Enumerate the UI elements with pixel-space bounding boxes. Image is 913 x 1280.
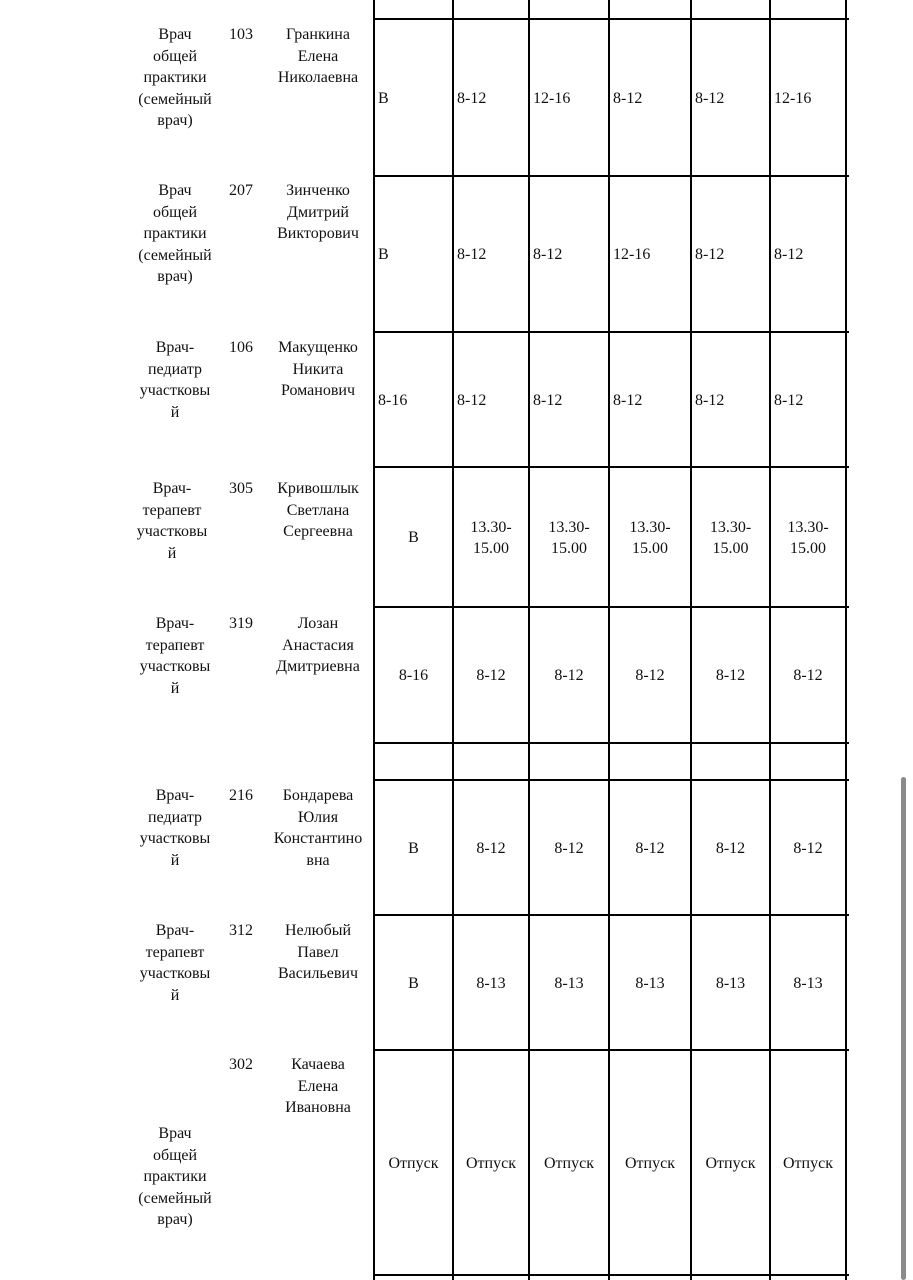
schedule-cell: 8-13 [793, 974, 823, 992]
schedule-cell: 8-12 [635, 839, 665, 857]
schedule-cell: 8-12 [695, 391, 725, 409]
schedule-cell: 13.30- 15.00 [548, 518, 590, 557]
doctor-specialty: Врач- педиатр участковы й [139, 787, 211, 869]
schedule-cell: Отпуск [544, 1154, 594, 1172]
schedule-cell: 8-12 [695, 246, 725, 264]
schedule-cell: 8-12 [533, 246, 563, 264]
schedule-cell: 8-12 [715, 667, 746, 685]
schedule-cell: 12-16 [613, 246, 651, 264]
doctor-specialty: Врач- педиатр участковы й [139, 339, 211, 421]
doctor-name: Лозан Анастасия Дмитриевна [276, 615, 360, 675]
schedule-cell: 8-12 [457, 246, 487, 264]
doctor-specialty: Врач- терапевт участковы й [139, 922, 211, 1004]
room-number: 216 [229, 787, 253, 804]
room-number: 305 [229, 480, 253, 497]
doctor-name: Бондарева Юлия Константино вна [273, 787, 363, 869]
schedule-cell: Отпуск [625, 1154, 675, 1172]
schedule-cell: 8-12 [774, 391, 804, 409]
schedule-cell: 8-12 [793, 667, 823, 685]
room-number: 312 [229, 922, 253, 939]
room-number: 319 [229, 615, 253, 632]
schedule-cell: В [378, 246, 389, 264]
room-number: 103 [229, 26, 253, 43]
doctor-specialty: Врач- терапевт участковы й [136, 480, 208, 562]
schedule-cell: 8-12 [695, 89, 725, 107]
schedule-cell: Отпуск [388, 1154, 439, 1172]
schedule-cell: В [408, 974, 419, 992]
schedule-cell: 8-16 [378, 391, 408, 409]
doctor-specialty: Врач общей практики (семейный врач) [138, 26, 212, 129]
grid-row-line [373, 606, 849, 608]
vertical-scrollbar[interactable] [901, 777, 906, 1280]
schedule-cell: 8-16 [398, 667, 429, 685]
doctor-specialty: Врач- терапевт участковы й [139, 615, 211, 697]
schedule-cell: В [378, 89, 389, 107]
schedule-cell: 8-12 [533, 391, 563, 409]
grid-row-line [373, 914, 849, 916]
grid-column-line [373, 0, 375, 1280]
schedule-grid [373, 0, 849, 1280]
grid-column-line [845, 0, 847, 1280]
schedule-cell: 8-12 [635, 667, 665, 685]
schedule-cell: 13.30- 15.00 [629, 518, 671, 557]
grid-row-line [373, 18, 849, 20]
grid-row-line [373, 779, 849, 781]
schedule-cell: 12-16 [533, 89, 571, 107]
schedule-cell: 8-12 [613, 89, 643, 107]
grid-row-line [373, 1274, 849, 1276]
schedule-cell: 8-13 [715, 974, 746, 992]
doctor-name: Нелюбый Павел Васильевич [278, 922, 358, 982]
schedule-cell: 12-16 [774, 89, 812, 107]
doctor-name: Макущенко Никита Романович [278, 339, 358, 399]
schedule-cell: 13.30- 15.00 [709, 518, 752, 557]
grid-row-line [373, 331, 849, 333]
schedule-cell: 8-12 [457, 89, 487, 107]
schedule-cell: 8-12 [613, 391, 643, 409]
doctor-specialty: Врач общей практики (семейный врач) [138, 1125, 212, 1228]
doctor-name: Качаева Елена Ивановна [285, 1056, 351, 1116]
grid-column-line [608, 0, 610, 1280]
grid-column-line [690, 0, 692, 1280]
schedule-cell: Отпуск [783, 1154, 833, 1172]
schedule-cell: 8-12 [476, 839, 506, 857]
schedule-cell: 8-13 [476, 974, 506, 992]
schedule-cell: В [408, 839, 419, 857]
schedule-cell: Отпуск [705, 1154, 756, 1172]
grid-row-line [373, 175, 849, 177]
grid-column-line [452, 0, 454, 1280]
room-number: 302 [229, 1056, 253, 1073]
schedule-cell: 13.30- 15.00 [470, 518, 512, 557]
doctor-name: Кривошлык Светлана Сергеевна [277, 480, 359, 540]
schedule-cell: В [408, 529, 419, 547]
doctor-name: Зинченко Дмитрий Викторович [277, 182, 359, 242]
schedule-cell: 8-12 [476, 667, 506, 685]
schedule-cell: 8-12 [774, 246, 804, 264]
grid-row-line [373, 1049, 849, 1051]
schedule-cell: 8-12 [793, 839, 823, 857]
grid-row-line [373, 742, 849, 744]
schedule-cell: 8-12 [715, 839, 746, 857]
grid-row-line [373, 466, 849, 468]
grid-column-line [528, 0, 530, 1280]
doctor-specialty: Врач общей практики (семейный врач) [138, 182, 212, 285]
schedule-cell: 8-12 [554, 667, 584, 685]
schedule-cell: 13.30- 15.00 [787, 518, 829, 557]
schedule-cell: 8-12 [554, 839, 584, 857]
schedule-cell: Отпуск [466, 1154, 516, 1172]
grid-column-line [769, 0, 771, 1280]
schedule-cell: 8-13 [635, 974, 665, 992]
schedule-cell: 8-13 [554, 974, 584, 992]
doctor-name: Гранкина Елена Николаевна [277, 26, 359, 86]
room-number: 106 [229, 339, 253, 356]
schedule-cell: 8-12 [457, 391, 487, 409]
room-number: 207 [229, 182, 253, 199]
